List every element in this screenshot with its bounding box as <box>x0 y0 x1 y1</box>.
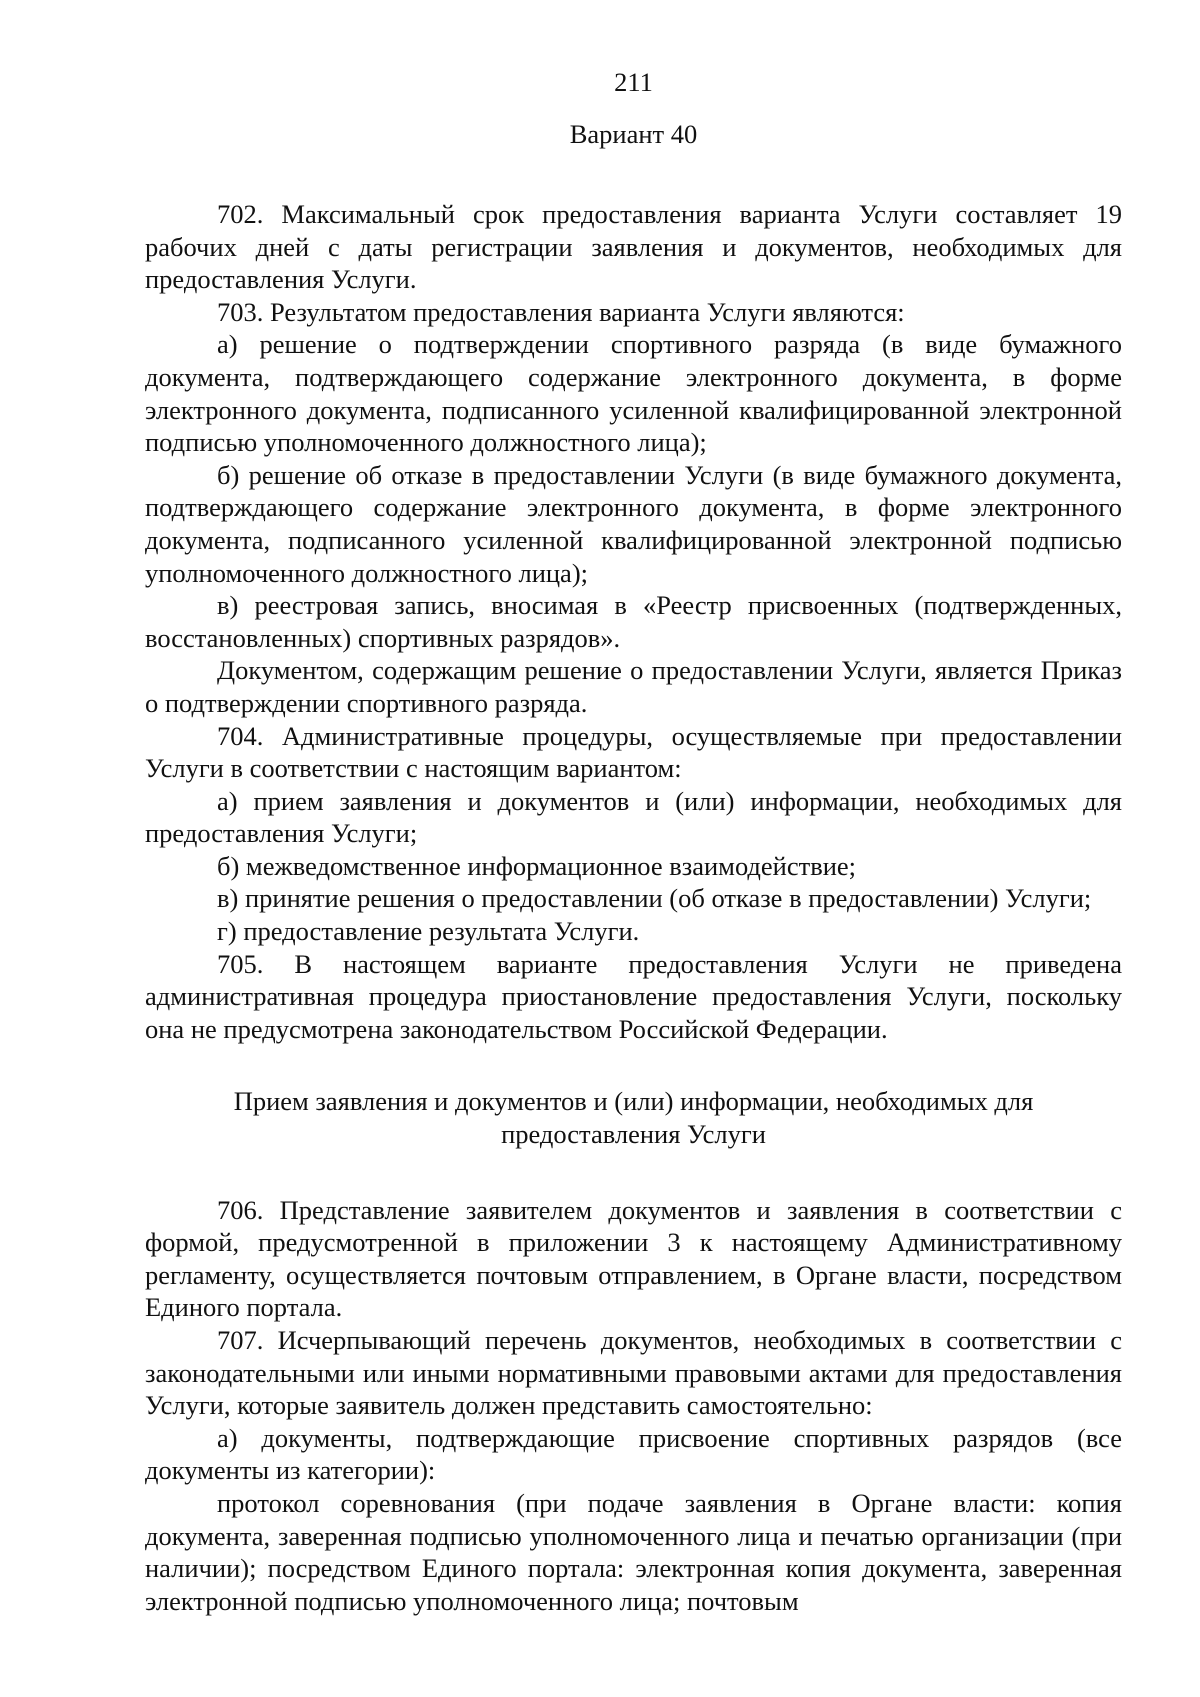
paragraph-704-g: г) предоставление результата Услуги. <box>217 916 640 947</box>
paragraph-704-a: а) прием заявления и документов и (или) информации, необходимых для предоставления Услуги; <box>145 785 1122 849</box>
paragraph-705: 705. В настоящем варианте предоставления Услуги не приведена административная процедура приостановление предоставления Услуги, поскольку она не предусмотрена законодательством Российской Федерации. <box>145 948 1122 1044</box>
paragraph-706: 706. Представление заявителем документов и заявления в соответствии с формой, предусмотренной в приложении 3 к настоящему Административному регламенту, осуществляется почтовым отправлением, в Органе власти, посредством Единого портала. <box>145 1194 1122 1323</box>
section-subheading <box>145 1085 1122 1150</box>
paragraph-704-v: в) принятие решения о предоставлении (об отказе в предоставлении) Услуги; <box>217 883 1092 914</box>
variant-heading: Вариант 40 <box>569 119 698 149</box>
paragraph-702: 702. Максимальный срок предоставления варианта Услуги составляет 19 рабочих дней с даты регистрации заявления и документов, необходимых для предоставления Услуги. <box>145 199 1122 295</box>
document-page <box>145 62 1122 1617</box>
subheading-line-1: Прием заявления и документов и (или) информации, необходимых для <box>233 1086 1034 1117</box>
paragraph-703: 703. Результатом предоставления варианта Услуги являются: <box>217 296 905 327</box>
paragraph-707-a: а) документы, подтверждающие присвоение спортивных разрядов (все документы из категории): <box>145 1422 1122 1486</box>
paragraph-707: 707. Исчерпывающий перечень документов, необходимых в соответствии с законодательными или иными нормативными правовыми актами для предоставления Услуги, которые заявитель должен представить самостоятельно: <box>145 1325 1122 1421</box>
paragraph-result-document: Документом, содержащим решение о предоставлении Услуги, является Приказ о подтверждении спортивного разряда. <box>145 655 1122 718</box>
paragraph-703-a: а) решение о подтверждении спортивного разряда (в виде бумажного документа, подтверждающего содержание электронного документа, в форме электронного документа, подписанного усиленной квалифицированной электронной подписью уполномоченного должностного лица); <box>145 329 1122 458</box>
paragraph-protocol: протокол соревнования (при подаче заявления в Органе власти: копия документа, заверенная подписью уполномоченного лица и печатью организации (при наличии); посредством Единого портала: электронная копия документа, заверенная электронной подписью уполномоченного лица; почтовым <box>145 1487 1122 1616</box>
paragraph-704: 704. Административные процедуры, осуществляемые при предоставлении Услуги в соответствии с настоящим вариантом: <box>145 720 1122 784</box>
page-number: 211 <box>614 67 653 97</box>
paragraph-703-b: б) решение об отказе в предоставлении Услуги (в виде бумажного документа, подтверждающего содержание электронного документа, в форме электронного документа, подписанного усиленной квалифицированной электронной подписью уполномоченного должностного лица); <box>145 459 1122 588</box>
subheading-line-2: предоставления Услуги <box>501 1119 766 1150</box>
paragraph-704-b: б) межведомственное информационное взаимодействие; <box>217 850 857 881</box>
paragraph-703-v: в) реестровая запись, вносимая в «Реестр присвоенных (подтвержденных, восстановленных) спортивных разрядов». <box>145 590 1122 653</box>
